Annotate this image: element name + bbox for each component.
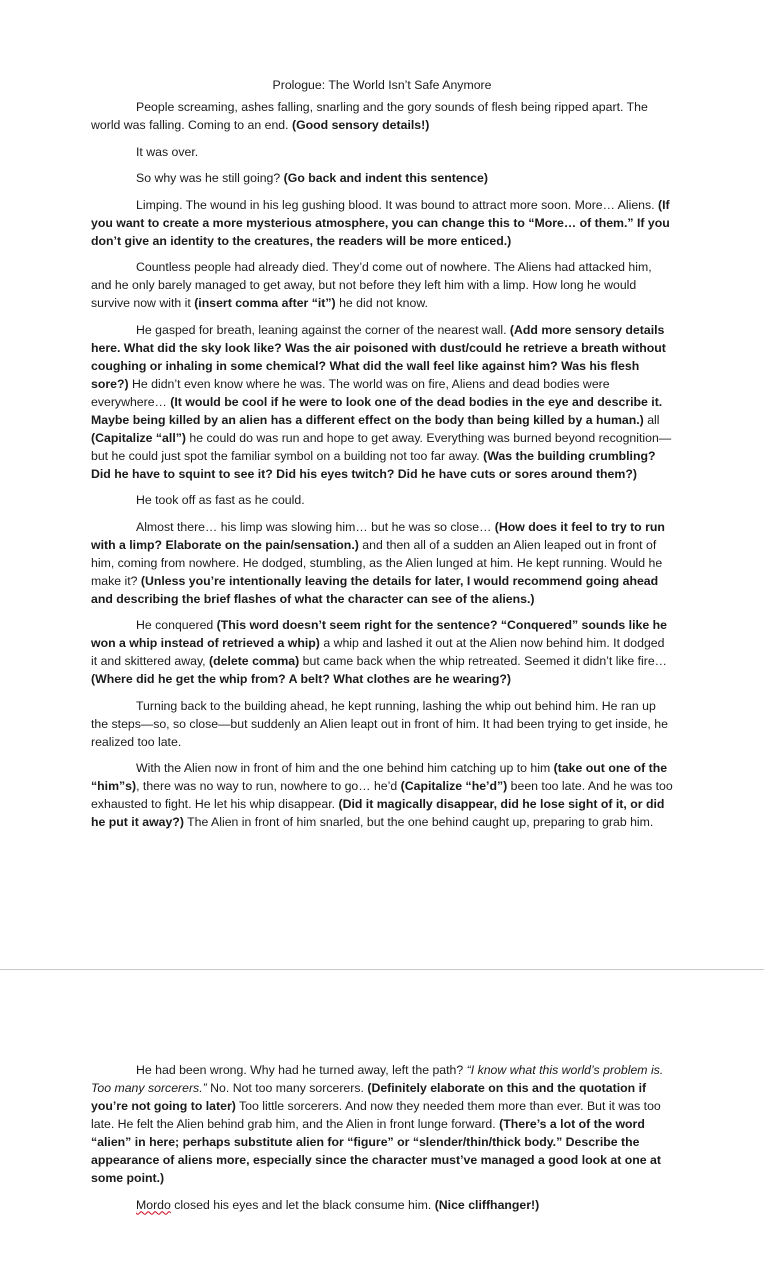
editor-comment: (Definitely elaborate on this and the quotation if you’re not going to later): [91, 1081, 647, 1113]
editor-comment: (insert comma after “it”): [194, 296, 336, 310]
story-text: all: [643, 412, 660, 427]
editor-comment: (If you want to create a more mysterious atmosphere, you can change this to “More… of them.” If you don’t give an identity to the creatures, the readers will be more enticed.): [91, 197, 670, 248]
quoted-text: “I know what this world’s problem is. Too many sorcerers.”: [91, 1063, 664, 1095]
story-text: He gasped for breath, leaning against the corner of the nearest wall.: [136, 322, 510, 337]
editor-comment: (Was the building crumbling? Did he have to squint to see it? Did his eyes twitch? Did he have cuts or sores around them?): [91, 448, 656, 481]
story-text: No. Not too many sorcerers.: [206, 1081, 368, 1095]
story-text: He conquered: [136, 618, 217, 632]
chapter-title: Prologue: The World Isn’t Safe Anymore: [272, 78, 492, 92]
paragraph: [91, 759, 673, 831]
paragraph: [91, 697, 673, 751]
paragraph: [91, 1196, 673, 1214]
story-text: he could do was run and hope to get away. Everything was burned beyond recognition—but he could just spot the familiar symbol on a building not too far away.: [91, 430, 672, 463]
story-text: , there was no way to run, nowhere to go… he’d: [136, 779, 401, 793]
story-text: Almost there… his limp was slowing him… but he was so close…: [136, 519, 495, 534]
story-text: He had been wrong. Why had he turned away, left the path?: [136, 1063, 467, 1077]
story-text: Turning back to the building ahead, he kept running, lashing the whip out behind him. He ran up the steps—so, so close—but suddenly an Alien leapt out in front of him. It had been trying to get inside, he realized too late.: [91, 698, 668, 749]
story-text: He took off as fast as he could.: [136, 493, 305, 507]
paragraph: [91, 258, 673, 312]
story-text: he did not know.: [335, 296, 428, 310]
paragraph: [91, 518, 673, 608]
story-text: The Alien in front of him snarled, but the one behind caught up, preparing to grab him.: [183, 815, 654, 829]
story-text: closed his eyes and let the black consume him.: [170, 1197, 435, 1212]
spellcheck-flagged-word: Mordo: [136, 1197, 171, 1212]
story-text: a whip and lashed it out at the Alien now behind him. It dodged it and skittered away,: [91, 636, 665, 668]
editor-comment: (It would be cool if he were to look one of the dead bodies in the eye and describe it. Maybe being killed by an alien has a different effect on the body than being killed by a human.): [91, 394, 663, 427]
story-text: People screaming, ashes falling, snarling and the gory sounds of flesh being ripped apart. The world was falling. Coming to an end.: [91, 100, 648, 132]
story-text: It was over.: [136, 144, 199, 159]
editor-comment: (Nice cliffhanger!): [434, 1197, 540, 1212]
paragraph: [91, 169, 673, 187]
editor-comment: (Where did he get the whip from? A belt? What clothes are he wearing?): [91, 672, 511, 686]
paragraph: [91, 491, 673, 509]
editor-comment: (Go back and indent this sentence): [283, 171, 488, 185]
document-page-2: [0, 971, 764, 1280]
story-text: and then all of a sudden an Alien leaped out in front of him, coming from nowhere. He dodged, stumbling, as the Alien lunged at him. He kept running. Would he make it?: [91, 537, 663, 588]
story-text: Countless people had already died. They’d come out of nowhere. The Aliens had attacked him, and he only barely managed to get away, but not before they left him with a limp. How long he would survive now with it: [91, 260, 652, 310]
editor-comment: (Capitalize “he’d”): [400, 779, 508, 793]
editor-comment: (Add more sensory details here. What did the sky look like? Was the air poisoned with dust/could he retrieve a breath without coughing or inhaling in some chemical? What did the wall feel like against him? Was his flesh sore?): [91, 322, 666, 391]
story-text: Too little sorcerers. And now they needed them more than ever. But it was too late. He felt the Alien behind grab him, and the Alien in front lunge forward.: [91, 1099, 661, 1131]
editor-comment: (Did it magically disappear, did he lose sight of it, or did he put it away?): [91, 797, 665, 829]
paragraph: [91, 1061, 673, 1187]
story-text: With the Alien now in front of him and the one behind him catching up to him: [136, 761, 554, 775]
story-text: He didn’t even know where he was. The world was on fire, Aliens and dead bodies were everywhere…: [91, 376, 610, 409]
paragraph: [91, 98, 673, 134]
story-text: been too late. And he was too exhausted to fight. He let his whip disappear.: [91, 779, 673, 811]
paragraph: [91, 196, 673, 250]
paragraph: [91, 321, 673, 483]
editor-comment: (This word doesn’t seem right for the sentence? “Conquered” sounds like he won a whip instead of retrieved a whip): [91, 618, 667, 650]
page-2-paragraphs: [91, 1061, 673, 1214]
editor-comment: (Good sensory details!): [291, 118, 430, 132]
editor-comment: (How does it feel to try to run with a limp? Elaborate on the pain/sensation.): [91, 519, 665, 552]
page-2-body: [91, 1057, 673, 1214]
editor-comment: (Unless you’re intentionally leaving the details for later, I would recommend going ahead and describing the brief flashes of what the character can see of the aliens.): [91, 573, 659, 606]
editor-comment: (take out one of the “him”s): [91, 761, 668, 793]
paragraph: [91, 616, 673, 688]
editor-comment: (There’s a lot of the word “alien” in here; perhaps substitute alien for “figure” or “slender/thin/thick body.” Describe the appearance of aliens more, especially since the character must’ve managed a good look at one at some point.): [91, 1117, 661, 1185]
editor-comment: (Capitalize “all”): [91, 430, 186, 445]
editor-comment: (delete comma): [209, 654, 300, 668]
page-1-body: [91, 76, 673, 831]
page-break-divider: [0, 969, 764, 970]
paragraph: [91, 143, 673, 161]
story-text: So why was he still going?: [136, 171, 284, 185]
story-text: but came back when the whip retreated. Seemed it didn’t like fire…: [299, 654, 667, 668]
story-text: Limping. The wound in his leg gushing blood. It was bound to attract more soon. More… Aliens.: [136, 197, 659, 212]
page-1-paragraphs: [91, 98, 673, 831]
